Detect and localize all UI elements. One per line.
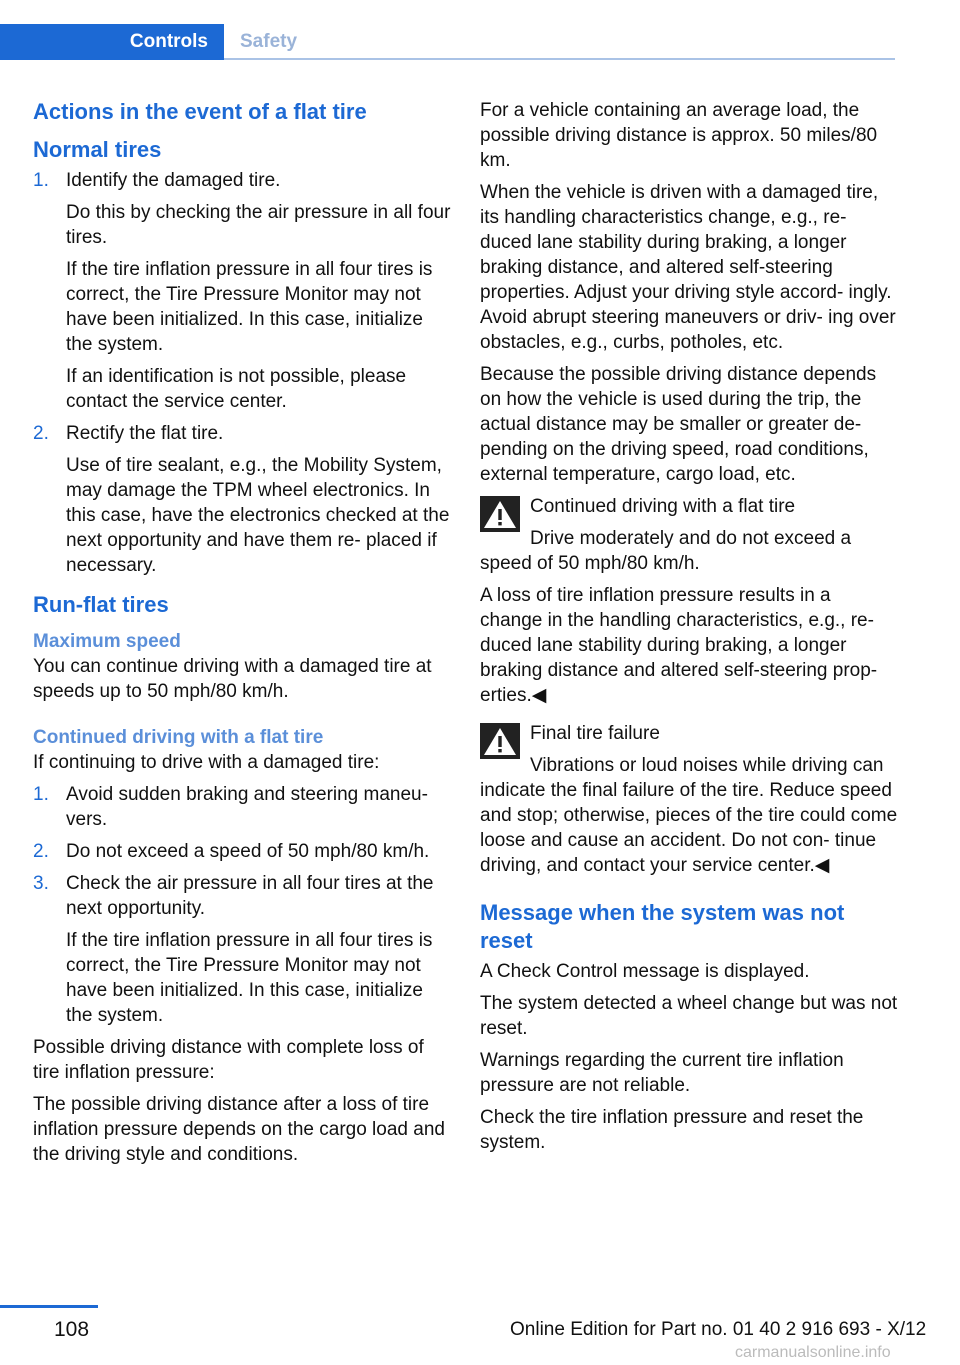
- step-text: If the tire inflation pressure in all four tires is correct, the Tire Pressure Monitor may not have been initialized. In this case, initialize the system.: [66, 259, 433, 355]
- message-paragraph: Check the tire inflation pressure and reset the system.: [480, 1107, 864, 1153]
- step-number: 2.: [33, 423, 49, 444]
- continued-driving-steps: [33, 782, 451, 1028]
- list-item: [33, 421, 451, 578]
- normal-tires-steps: [33, 168, 451, 578]
- distance-paragraph-1: Possible driving distance with complete loss of tire inflation pressure:: [33, 1037, 424, 1083]
- message-paragraph: The system detected a wheel change but was not reset.: [480, 993, 898, 1039]
- step-text: Do this by checking the air pressure in all four tires.: [66, 202, 451, 248]
- step-text: Do not exceed a speed of 50 mph/80 km/h.: [66, 841, 430, 862]
- handling-paragraph: When the vehicle is driven with a damaged tire, its handling characteristics change, e.g., re‐ duced lane stability during braking, a longer braking distance, and altered self-steering properties. Adjust your driving style accord‐ ingly. Avoid abrupt steering maneuvers or driv‐ ing over obstacles, e.g., curbs, potholes, etc.: [480, 182, 896, 353]
- page-number: 108: [54, 1318, 90, 1341]
- step-text: Check the air pressure in all four tires at the next opportunity.: [66, 873, 434, 919]
- continued-intro: If continuing to drive with a damaged tire:: [33, 752, 380, 773]
- warning-triangle-icon: [480, 496, 520, 532]
- list-item: [33, 782, 451, 832]
- message-paragraph: Warnings regarding the current tire inflation pressure are not reliable.: [480, 1050, 844, 1096]
- warning-flat-tire: [480, 494, 898, 708]
- step-text: If an identification is not possible, please contact the service center.: [66, 366, 407, 412]
- step-text: Rectify the flat tire.: [66, 423, 224, 444]
- footer-rule: [0, 1305, 98, 1308]
- warning-triangle-icon: [480, 723, 520, 759]
- tab-controls[interactable]: Controls: [0, 24, 224, 60]
- chapter-tabs: [0, 24, 895, 60]
- run-flat-heading: Run-flat tires: [33, 592, 169, 617]
- warning-text: Drive moderately and do not exceed a speed of 50 mph/80 km/h.: [480, 528, 852, 574]
- step-number: 2.: [33, 841, 49, 862]
- step-number: 1.: [33, 170, 49, 191]
- distance-depends-paragraph: Because the possible driving distance depends on how the vehicle is used during the trip, the actual distance may be smaller or greater de‐ pending on the driving speed, road conditions, external temperature, cargo load, etc.: [480, 364, 877, 485]
- continued-driving-heading: Continued driving with a flat tire: [33, 727, 324, 748]
- max-speed-heading: Maximum speed: [33, 631, 181, 652]
- distance-paragraph-2: The possible driving distance after a loss of tire inflation pressure depends on the cargo load and the driving style and conditions.: [33, 1094, 445, 1165]
- warning-text-continued: A loss of tire inflation pressure results in a change in the handling characteristics, e.g., re‐ duced lane stability during braking, a longer braking distance and altered self-steering prop‐ erties.◀: [480, 585, 878, 706]
- step-number: 3.: [33, 873, 49, 894]
- list-item: [33, 871, 451, 1028]
- list-item: [33, 168, 451, 414]
- step-text: Use of tire sealant, e.g., the Mobility System, may damage the TPM wheel electronics. In this case, have the electronics checked at the next opportunity and have them re‐ placed if necessary.: [66, 455, 450, 576]
- distance-approx-paragraph: For a vehicle containing an average load, the possible driving distance is approx. 50 miles/80 km.: [480, 100, 878, 171]
- step-number: 1.: [33, 784, 49, 805]
- section-title: Actions in the event of a flat tire: [33, 99, 367, 124]
- edition-note: Online Edition for Part no. 01 40 2 916 693 - X/12: [510, 1319, 927, 1340]
- normal-tires-heading: Normal tires: [33, 137, 162, 162]
- list-item: [33, 839, 451, 864]
- watermark: carmanualsonline.info: [735, 1344, 891, 1361]
- tab-safety[interactable]: Safety: [224, 24, 895, 60]
- warning-text: Vibrations or loud noises while driving can indicate the final failure of the tire. Reduce speed and stop; otherwise, pieces of the tire could come loose and cause an accident. Do not con‐ tinue driving, and contact your service center.◀: [480, 755, 898, 876]
- warning-title: Final tire failure: [530, 723, 660, 744]
- right-column: [480, 98, 898, 1162]
- step-text: If the tire inflation pressure in all four tires is correct, the Tire Pressure Monitor may not have been initialized. In this case, initialize the system.: [66, 930, 433, 1026]
- left-column: [33, 98, 451, 1174]
- step-text: Identify the damaged tire.: [66, 170, 281, 191]
- warning-title: Continued driving with a flat tire: [530, 496, 796, 517]
- warning-final-failure: [480, 721, 898, 878]
- max-speed-text: You can continue driving with a damaged tire at speeds up to 50 mph/80 km/h.: [33, 656, 432, 702]
- message-not-reset-heading: Message when the system was not reset: [480, 900, 845, 953]
- message-paragraph: A Check Control message is displayed.: [480, 961, 810, 982]
- step-text: Avoid sudden braking and steering maneu‐ vers.: [66, 784, 428, 830]
